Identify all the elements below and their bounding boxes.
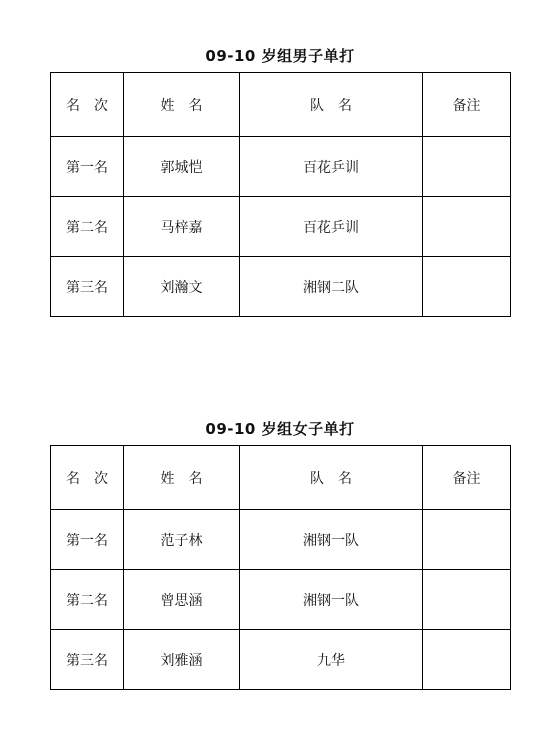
- name-cell: 马梓嘉: [124, 197, 240, 257]
- name-cell: 刘雅涵: [124, 630, 240, 690]
- note-cell: [423, 257, 511, 317]
- rank-cell: 第二名: [51, 570, 124, 630]
- header-rank: 名 次: [51, 446, 124, 510]
- rank-cell: 第一名: [51, 137, 124, 197]
- boys-singles-table: [50, 72, 511, 317]
- note-cell: [423, 570, 511, 630]
- header-name: 姓 名: [124, 73, 240, 137]
- header-team: 队 名: [240, 73, 423, 137]
- name-cell: 范子林: [124, 510, 240, 570]
- header-rank: 名 次: [51, 73, 124, 137]
- rank-cell: 第二名: [51, 197, 124, 257]
- note-cell: [423, 137, 511, 197]
- name-cell: 郭城恺: [124, 137, 240, 197]
- rank-cell: 第三名: [51, 630, 124, 690]
- team-cell: 湘钢二队: [240, 257, 423, 317]
- note-cell: [423, 510, 511, 570]
- header-note: 备注: [423, 73, 511, 137]
- table-row: [51, 137, 511, 197]
- girls-singles-table: [50, 445, 511, 690]
- table-row: [51, 630, 511, 690]
- team-cell: 九华: [240, 630, 423, 690]
- header-note: 备注: [423, 446, 511, 510]
- team-cell: 百花乒训: [240, 137, 423, 197]
- boys-singles-title: 09-10 岁组男子单打: [205, 47, 355, 65]
- table-row: [51, 510, 511, 570]
- girls-singles-title: 09-10 岁组女子单打: [205, 420, 355, 438]
- name-cell: 刘瀚文: [124, 257, 240, 317]
- table-row: [51, 570, 511, 630]
- name-cell: 曾思涵: [124, 570, 240, 630]
- team-cell: 湘钢一队: [240, 570, 423, 630]
- team-cell: 湘钢一队: [240, 510, 423, 570]
- rank-cell: 第一名: [51, 510, 124, 570]
- table-row: [51, 257, 511, 317]
- header-name: 姓 名: [124, 446, 240, 510]
- note-cell: [423, 197, 511, 257]
- header-team: 队 名: [240, 446, 423, 510]
- team-cell: 百花乒训: [240, 197, 423, 257]
- rank-cell: 第三名: [51, 257, 124, 317]
- table-row: [51, 197, 511, 257]
- table-header-row: [51, 73, 511, 137]
- table-header-row: [51, 446, 511, 510]
- note-cell: [423, 630, 511, 690]
